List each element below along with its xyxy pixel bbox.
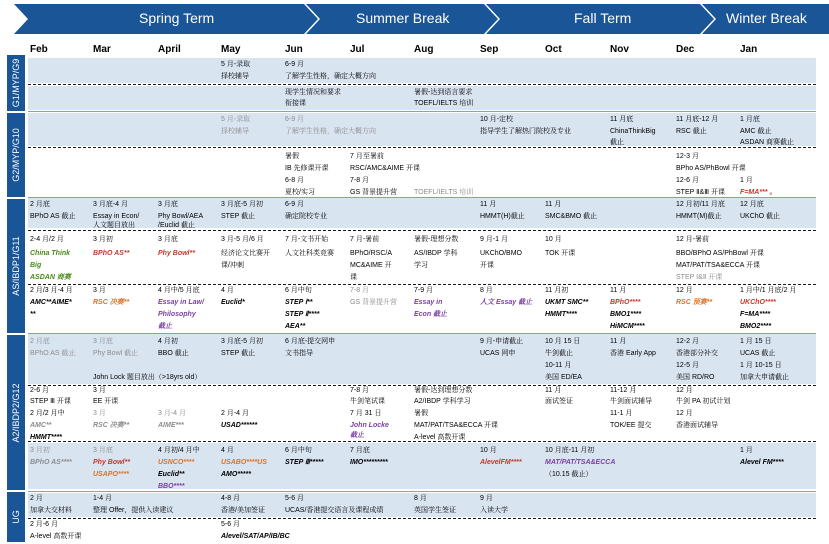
cell: 课/冲刺 (221, 262, 244, 269)
cell: 暑假-达到语言要求 (414, 89, 473, 96)
cell: ASDAN 商赛 (30, 274, 71, 281)
month-dec: Dec (676, 44, 695, 55)
cell: 12 月 (676, 410, 693, 417)
cell: RSC 预赛** (676, 299, 713, 306)
cell: 牛剑 PA 初试计划 (676, 398, 731, 405)
cell: 截止 (158, 323, 172, 330)
month-feb: Feb (30, 44, 48, 55)
cell: USAPO**** (93, 471, 129, 478)
cell: 12-6 月 (676, 177, 699, 184)
cell: A-level 高数开课 (30, 533, 82, 540)
cell: 4 月初 (158, 338, 178, 345)
cell: 牛剑笔试课 (350, 398, 385, 405)
month-may: May (221, 44, 241, 55)
cell: 文书指导 (285, 350, 313, 357)
cell: 香港面试辅导 (676, 422, 718, 429)
divider (28, 84, 816, 85)
cell: 11 月初 (545, 287, 569, 294)
cell: 7 月-暑前 (350, 236, 380, 243)
cell: 5-6 月 (221, 521, 241, 528)
cell: 11 月 (480, 201, 497, 208)
cell: 10 月底-11 月初 (545, 447, 595, 454)
cell: 确定院校专业 (285, 213, 327, 220)
cell: BMO2**** (740, 323, 772, 330)
divider (28, 333, 816, 334)
cell: 6-9 月 (285, 61, 305, 68)
cell: 入读大学 (480, 507, 508, 514)
cell: 2-6 月 (30, 387, 50, 394)
month-mar: Mar (93, 44, 111, 55)
term-spring: Spring Term (139, 10, 215, 26)
cell: HMMT(M)截止 (676, 213, 722, 220)
cell: 1 月 15 日 (740, 338, 772, 345)
cell: 3 月-5 月/6 月 (221, 236, 264, 243)
cell: Essay in (414, 299, 443, 306)
cell: 暑假-理想分数 (414, 236, 459, 243)
cell: 择校辅导 (221, 73, 249, 80)
cell: 4 月 (221, 287, 234, 294)
cell: STEP 截止 (221, 350, 256, 357)
cell: 经济论文比赛开 (221, 250, 270, 257)
cell: UCAS 截止 (740, 350, 776, 357)
cell: 暑假 (414, 410, 428, 417)
month-apr: April (158, 44, 181, 55)
cell: F=MA*** 。 (740, 189, 777, 196)
cell: 指导学生了解热门院校及专业 (480, 128, 571, 135)
cell: 11 月 (610, 287, 627, 294)
cell: TOEFL/IELTS 培训 (414, 100, 474, 107)
cell: BMO1**** (610, 311, 642, 318)
cell: BPhO AS 截止 (30, 350, 76, 357)
cell: IB 先修课开课 (285, 165, 329, 172)
cell: 1-4 月 (93, 495, 113, 502)
cell: 4 月初/4 月中 (158, 447, 200, 454)
cell: 6-8 月 (285, 177, 305, 184)
cell: A2/IBDP 学科学习 (414, 398, 471, 405)
cell: 6-9 月 (285, 201, 305, 208)
cell: 3 月底-5 月初 (221, 338, 264, 345)
cell: 7-8 月 (350, 177, 370, 184)
cell: 学习 (414, 262, 428, 269)
cell: F=MA**** (740, 311, 771, 318)
cell: A-level 高数开课 (414, 434, 466, 441)
divider (28, 111, 816, 112)
cell: 11-1 月 (610, 410, 633, 417)
cell: STEP Ⅲ***** (285, 459, 324, 466)
cell: 1 月 10-15 日 (740, 362, 782, 369)
cell: 9 月-申请截止 (480, 338, 524, 345)
divider (28, 230, 816, 231)
cell: 3 月 (93, 410, 106, 417)
cell: 整理 Offer，提供入读建议 (93, 507, 174, 514)
cell: 4-8 月 (221, 495, 241, 502)
cell: BPhO**** (610, 299, 641, 306)
term-fall: Fall Term (574, 10, 632, 26)
group-tab-g1: G1/MYP/G9 (7, 55, 25, 111)
cell: 5 月-录取 (221, 116, 251, 123)
cell: AMO***** (221, 471, 251, 478)
cell: 截止 (350, 432, 364, 439)
cell: ChinaThinkBig (610, 128, 656, 135)
month-oct: Oct (545, 44, 562, 55)
cell: Econ 截止 (414, 311, 448, 318)
divider (28, 491, 816, 492)
cell: UCAS 网申 (480, 350, 516, 357)
divider (28, 197, 816, 198)
cell: STEP Ⅰ** (285, 299, 313, 306)
cell: （10.15 截止） (545, 471, 593, 478)
cell: 课 (350, 274, 357, 281)
cell: MC&AIME 开 (350, 262, 392, 269)
cell: HMMT**** (30, 434, 62, 441)
cell: RSC/AMC&AIME 开课 (350, 165, 421, 172)
group-tab-a2: A2/IBDP2/G12 (7, 335, 25, 490)
cell: 3 月底-5 月初 (221, 201, 264, 208)
divider (28, 284, 816, 285)
cell: 3 月底-4 月 (93, 201, 129, 208)
cell: BPho AS/PhBowl 开课 (676, 165, 746, 172)
cell: 1 月 (740, 177, 753, 184)
cell: UKMT SMC** (545, 299, 589, 306)
cell: 开课 (480, 262, 494, 269)
cell: BPhO AS 截止 (30, 213, 76, 220)
cell: 面试签证 (545, 398, 573, 405)
cell: BBO 截止 (158, 350, 189, 357)
cell: MAT/PAT/TSA&ECCA (545, 459, 616, 466)
cell: BPhO AS**** (30, 459, 72, 466)
cell: Phy Bowl** (158, 250, 195, 257)
cell: 3 月-4 月 (158, 410, 187, 417)
cell: AEA** (285, 323, 306, 330)
cell: 6-9 月 (285, 116, 305, 123)
cell: 12 月 (676, 287, 693, 294)
cell: John Lock 题目放出（>18yrs old） (93, 374, 202, 381)
cell: Essay in Law/ (158, 299, 204, 306)
cell: HiMCM**** (610, 323, 645, 330)
cell: 12 月-暑前 (676, 236, 710, 243)
cell: TOEFL/IELTS 培训 (414, 189, 474, 196)
cell: BPhO/RSC/A (350, 250, 393, 257)
cell: Philosophy (158, 311, 196, 318)
cell: 加拿大申请截止 (740, 374, 789, 381)
term-winter: Winter Break (726, 10, 807, 26)
cell: 7 月-文书开始 (285, 236, 329, 243)
cell: 人文题目放出 (93, 222, 135, 229)
cell: STEP Ⅲ 开课 (30, 398, 71, 405)
month-jun: Jun (285, 44, 303, 55)
month-sep: Sep (480, 44, 499, 55)
cell: 7 月 31 日 (350, 410, 382, 417)
cell: Euclid** (158, 471, 185, 478)
cell: AMC** (30, 422, 52, 429)
cell: 2 月底 (30, 201, 50, 208)
cell: 9 月-1 月 (480, 236, 509, 243)
cell: 12-2 月 (676, 338, 699, 345)
cell: 8 月 (414, 495, 427, 502)
cell: 6 月底-提交网申 (285, 338, 336, 345)
cell: 3 月初 (30, 447, 50, 454)
group-tab-as: AS/IBDP1/G11 (7, 199, 25, 333)
cell: 5 月-录取 (221, 61, 251, 68)
cell: Essay in Econ/ (93, 213, 140, 220)
cell: 牛剑面试辅导 (610, 398, 652, 405)
cell: 7 月至暑前 (350, 153, 384, 160)
cell: 1 月底 (740, 116, 760, 123)
cell: 12 月初/11 月底 (676, 201, 725, 208)
term-header (14, 4, 829, 34)
cell: Alevel/SAT/AP/IB/BC (221, 533, 290, 540)
cell: 12-3 月 (676, 153, 699, 160)
cell: Big (30, 262, 42, 269)
cell: 人文 Essay 截止 (480, 299, 533, 306)
cell: 10 月 (480, 447, 497, 454)
cell: STEP Ⅰ&Ⅱ 开课 (676, 274, 723, 281)
cell: 12 月底 (740, 201, 764, 208)
cell: RSC 决赛** (93, 422, 130, 429)
cell: UKChO 截止 (740, 213, 781, 220)
cell: 4 月 (221, 447, 234, 454)
cell: 8 月 (480, 287, 493, 294)
cell: 11 月 (545, 201, 562, 208)
cell: 6 月中旬 (285, 287, 312, 294)
cell: 1 月中/1 月底/2 月 (740, 287, 797, 294)
cell: BPhO AS** (93, 250, 130, 257)
divider (28, 518, 816, 519)
cell: 2 月/2 月中 (30, 410, 65, 417)
cell: USABO****US (221, 459, 267, 466)
cell: 香港部分补交 (676, 350, 718, 357)
cell: 衔接课 (285, 100, 306, 107)
group-tab-g2: G2/MYP/G10 (7, 113, 25, 197)
cell: AMC**AIME* (30, 299, 72, 306)
cell: ASDAN 商赛截止 (740, 139, 795, 146)
cell: GS 背景提升营 (350, 299, 398, 306)
cell: 10 月-定校 (480, 116, 514, 123)
cell: 3 月底 (93, 338, 113, 345)
g1-shade-1 (28, 58, 816, 83)
cell: 了解学生性格，确定大概方向 (285, 128, 376, 135)
cell: /Euclid 截止 (158, 222, 195, 229)
cell: UKChO**** (740, 299, 776, 306)
cell: 美国 RD/RO (676, 374, 715, 381)
cell: RSC 决赛** (93, 299, 130, 306)
cell: 暑假-达到理想分数 (414, 387, 473, 394)
cell: UCAS/香港提交语言及课程成绩 (285, 507, 384, 514)
cell: USAD****** (221, 422, 258, 429)
cell: Phy Bowl** (93, 459, 130, 466)
cell: 2-4 月/2 月 (30, 236, 64, 243)
cell: John Locke (350, 422, 389, 429)
cell: 11 月 (545, 387, 562, 394)
cell: BBO/BPhO AS/PhBowl 开课 (676, 250, 764, 257)
cell: 2 月底 (30, 338, 50, 345)
cell: 7 月底 (350, 447, 370, 454)
cell: AMC 截止 (740, 128, 772, 135)
cell: 3 月底 (93, 447, 113, 454)
cell: GS 背景提升营 (350, 189, 398, 196)
cell: STEP Ⅱ**** (285, 311, 320, 318)
cell: 了解学生性格，确定大概方向 (285, 73, 376, 80)
cell: RSC 截止 (676, 128, 707, 135)
cell: 现学生情况和要求 (285, 89, 341, 96)
cell: 择校辅导 (221, 128, 249, 135)
cell: 11 月底-12 月 (676, 116, 719, 123)
cell: SMC&BMO 截止 (545, 213, 598, 220)
cell: STEP 截止 (221, 213, 256, 220)
month-jul: Jul (350, 44, 365, 55)
group-tab-ug: UG (7, 492, 25, 542)
cell: BBO**** (158, 483, 185, 490)
cell: 牛剑截止 (545, 350, 573, 357)
cell: 暑假 (285, 153, 299, 160)
cell: 10 月 15 日 (545, 338, 581, 345)
divider (28, 147, 816, 148)
cell: 3 月 (93, 287, 106, 294)
cell: UKChO/BMO (480, 250, 523, 257)
cell: AlevelFM**** (480, 459, 522, 466)
cell: 加拿大交材料 (30, 507, 72, 514)
cell: STEP Ⅱ&Ⅲ 开课 (676, 189, 725, 196)
cell: 3 月初 (93, 236, 113, 243)
cell: 6 月中旬 (285, 447, 312, 454)
cell: 4 月中/5 月底 (158, 287, 200, 294)
month-jan: Jan (740, 44, 758, 55)
cell: Phy Bowl 截止 (93, 350, 139, 357)
cell: AS/IBDP 学科 (414, 250, 458, 257)
cell: 2 月-4 月 (221, 410, 250, 417)
cell: 7-8 月 (350, 387, 370, 394)
cell: 11 月底 (610, 116, 634, 123)
cell: 12-5 月 (676, 362, 699, 369)
cell: 5-6 月 (285, 495, 305, 502)
divider (28, 385, 816, 386)
cell: China Think (30, 250, 71, 257)
cell: HMMT**** (545, 311, 577, 318)
cell: 2 月/3 月-4 月 (30, 287, 73, 294)
a2-shade-2 (28, 443, 816, 489)
cell: Euclid* (221, 299, 245, 306)
cell: TOK 开课 (545, 250, 576, 257)
cell: 香港/美加签证 (221, 507, 265, 514)
cell: 9 月 (480, 495, 493, 502)
cell: 人文社科类竞赛 (285, 250, 334, 257)
cell: 2 月 (30, 495, 43, 502)
cell: HMMT(H)截止 (480, 213, 525, 220)
cell: TOK/EE 提交 (610, 422, 652, 429)
cell: MAT/PAT/TSA&ECCA 开课 (414, 422, 499, 429)
cell: 香港 Early App (610, 350, 656, 357)
month-aug: Aug (414, 44, 434, 55)
cell: EE 开课 (93, 398, 119, 405)
cell: USNCO**** (158, 459, 195, 466)
cell: 3 月底 (158, 236, 178, 243)
cell: 美国 ED/EA (545, 374, 582, 381)
cell: Alevel FM**** (740, 459, 784, 466)
cell: ** (30, 311, 36, 318)
cell: 11 月 (610, 338, 627, 345)
cell: AIME*** (158, 422, 184, 429)
cell: 截止 (610, 139, 624, 146)
cell: 夏校/实习 (285, 189, 315, 196)
cell: IMO********* (350, 459, 388, 466)
cell: 2 月-6 月 (30, 521, 59, 528)
cell: 10-11 月 (545, 362, 572, 369)
cell: 10 月 (545, 236, 562, 243)
cell: MAT/PAT/TSA&ECCA 开课 (676, 262, 761, 269)
cell: 11-12 月 (610, 387, 637, 394)
cell: 12 月 (676, 387, 693, 394)
cell: 1 月 (740, 447, 753, 454)
cell: 英国学生签证 (414, 507, 456, 514)
cell: 3 月底 (158, 201, 178, 208)
term-summer: Summer Break (356, 10, 450, 26)
cell: 3 月 (93, 387, 106, 394)
cell: Phy Bowl/AEA (158, 213, 204, 220)
cell: 7-9 月 (414, 287, 434, 294)
cell: 7-8 月 (350, 287, 370, 294)
month-nov: Nov (610, 44, 629, 55)
